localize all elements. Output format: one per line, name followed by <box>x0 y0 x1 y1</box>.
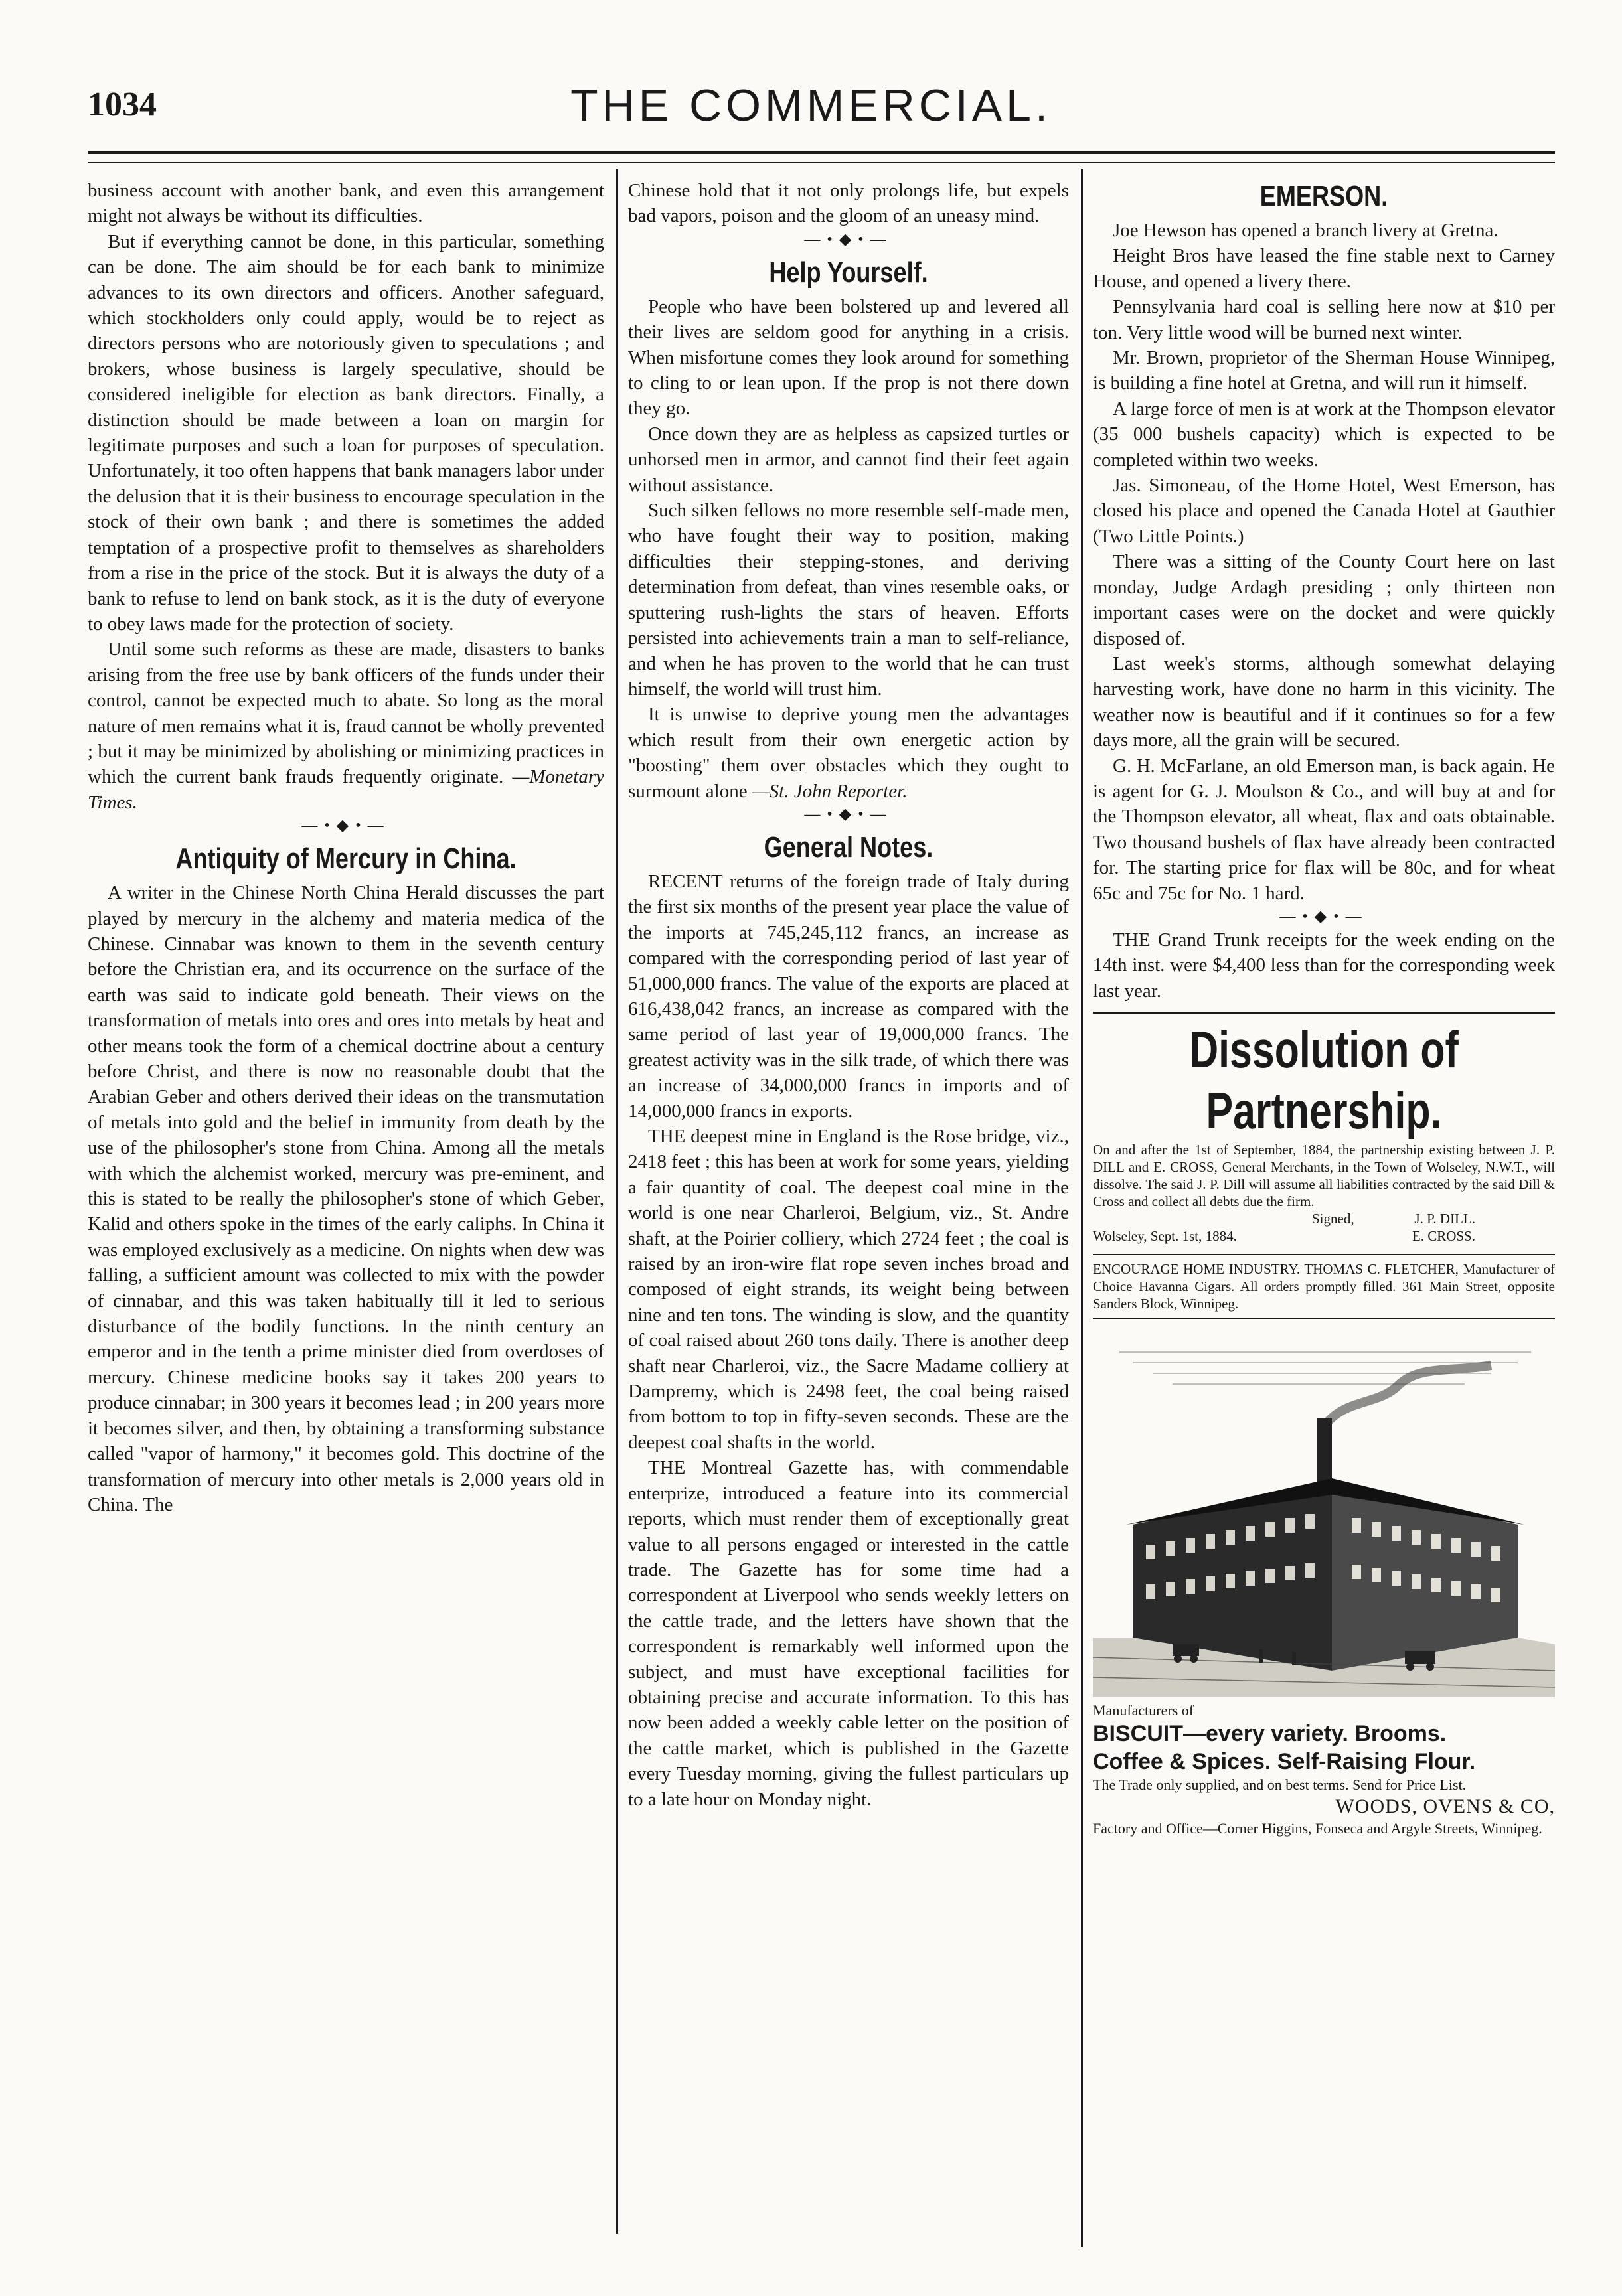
emerson-item: Last week's storms, although somewhat delaying harvesting work, have done no harm in this vicinity. The weather now is beautiful and if it continues so for a few days more, all the grain will be secured. <box>1093 652 1555 751</box>
emerson-item: Joe Hewson has opened a branch livery at Gretna. <box>1113 220 1499 241</box>
place-date: Wolseley, Sept. 1st, 1884. <box>1093 1228 1237 1245</box>
emerson-item: There was a sitting of the County Court here on last monday, Judge Ardagh presiding ; only thirteen non important cases were on the docket and were quickly disposed of. <box>1093 551 1555 649</box>
ornament-divider: —•◆•— <box>1279 907 1368 925</box>
ad-biscuit-line: BISCUIT—every variety. Brooms. <box>1093 1721 1447 1747</box>
notes-paragraph: RECENT returns of the foreign trade of Italy during the first six months of the present year place the value of the imports at 745,245,112 francs, an increase as compared with the corresponding period of last year of 51,000,000 francs. The value of the exports are placed at 616,438,042 francs, an increase as compared with the same period of last year of 19,000,000 francs. The greatest activity was in the silk trade, of which there was an increase of 34,000,000 francs in imports and of 14,000,000 francs in exports. <box>628 870 1069 1122</box>
banking-paragraph <box>88 637 604 815</box>
ad-cigars: ENCOURAGE HOME INDUSTRY. THOMAS C. FLETCHER, Manufacturer of Choice Havanna Cigars. All orders promptly filled. 361 Main Street, opposite Sanders Block, Winnipeg. <box>1093 1261 1555 1312</box>
ad-rule <box>1093 1012 1555 1014</box>
notes-paragraph: THE Montreal Gazette has, with commendable enterprize, introduced a feature into its commercial reports, which must render them of exceptionally great value to all persons engaged or interested in the cattle trade. The Gazette has for some time had a correspondent at Liverpool who sends weekly letters on the cattle trade, and the letters have shown that the correspondent is remarkably well informed upon the subject, and must have exceptional facilities for obtaining precise and accurate information. To this has now been added a weekly cable letter on the position of the cattle market, which is published in the Gazette every Tuesday morning, giving the fullest particulars up to a late hour on Monday night. <box>628 1457 1069 1810</box>
ad-coffee-line: Coffee & Spices. Self-Raising Flour. <box>1093 1749 1476 1775</box>
notes-paragraph: THE deepest mine in England is the Rose bridge, viz., 2418 feet ; this has been at work for some years, yielding a fair quantity of coal. The deepest coal mine in the world is one near Charleroi, Belgium, viz., St. Andre shaft, at the Poirier colliery, which 2724 feet ; the coal is raised by an iron-wire flat rope seven inches broad and composed of eight strands, its weight being between nine and ten tons. The winding is slow, and the quantity of coal raised about 260 tons daily. There is another deep shaft near Charleroi, viz., the Sacre Madame colliery at Dampremy, which is 2498 feet, the coal being raised from bottom to top in fifty-seven seconds. These are the deepest coal shafts in the world. <box>628 1126 1069 1453</box>
heading-emerson: EMERSON. <box>1259 180 1388 212</box>
ad-dissolution-body: On and after the 1st of September, 1884, the partnership existing between J. P. DILL and E. CROSS, General Merchants, in the Town of Wolseley, N.W.T., will dissolve. The said J. P. Dill will assume all liabilities contracted by the said Dill & Cross and collect all debts due the firm. <box>1093 1142 1555 1210</box>
source-credit: —Monetary Times. <box>88 766 604 813</box>
mercury-continuation: Chinese hold that it not only prolongs life, but expels bad vapors, poison and the gloom of an uneasy mind. <box>628 180 1069 227</box>
column-divider-1 <box>616 169 618 2234</box>
ad-dissolution-title: Dissolution of Partnership. <box>1189 1020 1459 1140</box>
help-paragraph: Such silken fellows no more resemble self-made men, who have fought their way to position, making difficulties their stepping-stones, and deriving determination from defeat, than vines resemble oaks, or sputtering rush-lights the stars of heaven. Efforts persisted into achievements train a man to self-reliance, and when he has proven to the world that he can trust himself, the world will trust him. <box>628 500 1069 700</box>
heading-help-yourself: Help Yourself. <box>769 256 928 289</box>
emerson-item: Height Bros have leased the fine stable next to Carney House, and opened a livery there. <box>1093 245 1555 292</box>
help-paragraph: People who have been bolstered up and levered all their lives are seldom good for anything in a crisis. When misfortune comes they look around for something to cling to or lean upon. If the prop is not there down they go. <box>628 295 1069 420</box>
factory-engraving <box>1093 1326 1555 1697</box>
signer-name: E. CROSS. <box>1412 1228 1475 1245</box>
signer-name: J. P. DILL. <box>1414 1211 1475 1227</box>
heading-mercury: Antiquity of Mercury in China. <box>175 842 517 876</box>
ad-address: Factory and Office—Corner Higgins, Fonseca and Argyle Streets, Winnipeg. <box>1093 1820 1542 1837</box>
help-paragraph <box>628 702 1069 804</box>
ornament-divider: —•◆•— <box>301 817 390 835</box>
emerson-item: Mr. Brown, proprietor of the Sherman House Winnipeg, is building a fine hotel at Gretna, and will run it himself. <box>1093 347 1555 394</box>
emerson-item: G. H. McFarlane, an old Emerson man, is back again. He is agent for G. J. Moulson & Co., and will buy at and for the Thompson elevator, all wheat, flax and oats obtainable. Two thousand bushels of flax have already been contracted for. The starting price for flax will be 80c, and for wheat 65c and 75c for No. 1 hard. <box>1093 755 1555 904</box>
banking-paragraph: But if everything cannot be done, in this particular, something can be done. The aim should be for each bank to minimize advances to its own directors and officers. Another safeguard, which stockholders only could apply, would be to reject as directors persons who are notoriously given to speculations ; and brokers, whose business is largely speculative, should be considered ineligible for election as bank directors. Finally, a distinction should be made between a loan on margin for legitimate purposes and such a loan for purposes of speculation. Unfortunately, it too often happens that bank managers labor under the delusion that it is their business to encourage speculation in the stock of their own bank ; and there is sometimes the added temptation of a prospective profit to themselves as shareholders from a rise in the price of the stock. But it is always the duty of a bank to refuse to lend on bank stock, as it is the duty of everyone to obey laws made for the protection of society. <box>88 230 604 635</box>
paragraph-text: Until some such reforms as these are made, disasters to banks arising from the free use by bank officers of the funds under their control, cannot be expected much to abate. So long as the moral nature of men remains what it is, fraud cannot be wholly prevented ; but it may be minimized by abolishing or minimizing practices in which the current bank frauds frequently originate. <box>88 639 604 788</box>
ad-manufacturers-intro: Manufacturers of <box>1093 1702 1194 1719</box>
column-1 <box>88 178 604 1517</box>
emerson-item: Pennsylvania hard coal is selling here now at $10 per ton. Very little wood will be burned next winter. <box>1093 296 1555 343</box>
ornament-divider: —•◆•— <box>804 230 893 248</box>
banking-paragraph: business account with another bank, and even this arrangement might not always be without its difficulties. <box>88 180 604 227</box>
column-2 <box>628 178 1069 1812</box>
emerson-item: A large force of men is at work at the Thompson elevator (35 000 bushels capacity) which is expected to be completed within two weeks. <box>1093 398 1555 471</box>
page-number: 1034 <box>88 86 157 123</box>
column-3 <box>1093 178 1555 1838</box>
ad-firm-name: WOODS, OVENS & CO, <box>1335 1796 1555 1818</box>
masthead: THE COMMERCIAL. <box>570 80 1052 131</box>
header-rule-top <box>88 151 1555 154</box>
ad-place-line <box>1093 1227 1555 1245</box>
ad-rule <box>1093 1318 1555 1319</box>
ad-rule <box>1093 1254 1555 1255</box>
mercury-paragraph: A writer in the Chinese North China Herald discusses the part played by mercury in the alchemy and materia medica of the Chinese. Cinnabar was known to them in the seventh century before the Christian era, and its occurrence on the surface of the earth was said to indicate gold beneath. Their views on the transformation of metals into ores and ores into metals by heat and other means took the form of a chemical doctrine about a century before Christ, and there is now no reasonable doubt that the Arabian Geber and others derived their ideas on the transmutation of metals into gold and the belief in immunity from death by the use of the philosopher's stone from China. Among all the metals with which the alchemist worked, mercury was pre-eminent, and this is stated to be really the philosopher's stone of which Geber, Kalid and others spoke in the times of the early caliphs. In China it was employed exclusively as a medicine. On nights when dew was falling, a sufficient amount was collected to mix with the powder of cinnabar, and this was taken habitually till it led to serious disturbance of the bodily functions. In the ninth century an emperor and in the tenth a prime minister died from overdoses of mercury. Chinese medicine books say it takes 200 years to produce cinnabar; in 300 years it becomes lead ; in 200 years more it becomes silver, and then, by obtaining a transforming substance called "vapor of harmony," it becomes gold. This doctrine of the transformation of mercury into other metals is 2,000 years old in China. The <box>88 882 604 1515</box>
heading-general-notes: General Notes. <box>764 830 933 864</box>
ad-trade-line: The Trade only supplied, and on best terms. Send for Price List. <box>1093 1776 1467 1794</box>
header-rule-bottom <box>88 162 1555 163</box>
signed-label: Signed, <box>1312 1211 1354 1227</box>
grand-trunk-note: THE Grand Trunk receipts for the week ending on the 14th inst. were $4,400 less than for the corresponding week last year. <box>1093 929 1555 1002</box>
paragraph-text: It is unwise to deprive young men the advantages which result from their own energetic action by "boosting" them over obstacles which they ought to surmount alone <box>628 704 1069 802</box>
source-credit: —St. John Reporter. <box>752 780 908 802</box>
ornament-divider: —•◆•— <box>804 805 893 823</box>
ad-signature-line <box>1093 1210 1555 1227</box>
emerson-item: Jas. Simoneau, of the Home Hotel, West Emerson, has closed his place and opened the Canada Hotel at Gauthier (Two Little Points.) <box>1093 475 1555 547</box>
help-paragraph: Once down they are as helpless as capsized turtles or unhorsed men in armor, and cannot find their feet again without assistance. <box>628 423 1069 496</box>
column-divider-2 <box>1081 169 1083 2247</box>
